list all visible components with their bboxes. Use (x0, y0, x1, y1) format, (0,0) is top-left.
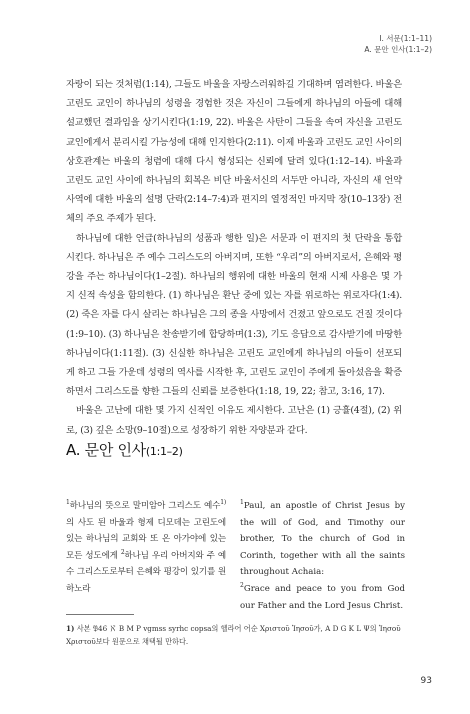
verse-text: Paul, an apostle of Christ Jesus by the will of God, and Timothy our brother, To the church of God in Corinth, together with all the saints throughout Achaia: (240, 501, 405, 578)
verse-number: 2 (120, 548, 125, 556)
page-number: 93 (420, 676, 432, 686)
footnote (66, 622, 406, 648)
verse-number: 1 (240, 499, 244, 507)
english-translation (240, 498, 405, 614)
footnote-label: 1) (66, 624, 75, 633)
section-reference: (1:1–2) (145, 445, 183, 458)
body-paragraph: 바울은 고난에 대한 몇 가지 신적인 이유도 제시한다. 고난은 (1) 긍휼(4절), (2) 위로, (3) 깊은 소망(9–10절)으로 성장하기 위한 자양분과 같다. (66, 405, 402, 436)
korean-translation (66, 498, 226, 598)
verse-number: 2 (240, 582, 244, 590)
running-head-section: A. 문안 인사(1:1–2) (364, 45, 432, 54)
section-heading (66, 439, 183, 460)
running-head-chapter: I. 서문(1:1–11) (379, 34, 432, 43)
body-paragraph: 하나님에 대한 언급(하나님의 성품과 행한 일)은 서문과 이 편지의 첫 단락을 통합시킨다. 하나님은 주 예수 그리스도의 아버지며, 또한 “우리”의 아버지로서, 은혜와 평강을 주는 하나님이다(1–2절). 하나님의 행위에 대한 바울의 현재 시제 사용은 몇 가지 신적 속성을 함의한다. (1) 하나님은 환난 중에 있는 자를 위로하는 위로자다(1:4). (2) 죽은 자를 다시 살리는 하나님은 그의 종을 사망에서 건졌고 앞으로도 건질 것이다(1:9–10). (3) 하나님은 찬송받기에 합당하며(1:3), 기도 응답으로 감사받기에 마땅한 하나님이다(1:11절). (3) 신실한 하나님은 고린도 교인에게 하나님의 아들이 선포되게 하고 그들 가운데 성령의 역사를 시작한 후, 고린도 교인이 주에게 돌아섰음을 확증하면서 그리스도를 향한 그들의 신뢰를 보증한다(1:18, 19, 22; 참고, 3:16, 17). (66, 232, 402, 398)
footnote-marker: 1) (220, 499, 226, 507)
verse-text: 하나님 우리 아버지와 주 예수 그리스도로부터 은혜와 평강이 있기를 원하노라 (66, 550, 226, 594)
running-head (364, 33, 432, 55)
verse-text: Grace and peace to you from God our Father and the Lord Jesus Christ. (240, 583, 405, 611)
verse-text: 의 사도 된 바울과 형제 디모데는 고린도에 있는 하나님의 교회와 또 온 아가야에 있는 모든 성도에게 (66, 517, 226, 561)
body-paragraph: 자랑이 되는 것처럼(1:14), 그들도 바울을 자랑스러워하길 기대하며 염려한다. 바울은 고린도 교인이 하나님의 성령을 경험한 것은 자신이 그들에게 하나님의 아들에 대해 설교했던 결과임을 상기시킨다(1:19, 22). 바울은 사탄이 그들을 속여 자신을 고린도 교인에게서 분리시킬 가능성에 대해 인지한다(2:11). 이제 바울과 고린도 교인 사이의 상호관계는 바울의 청렴에 대해 다시 형성되는 신뢰에 달려 있다(1:12–14). 바울과 고린도 교인 사이에 하나님의 회복은 비단 바울서신의 서두만 아니라, 자신의 새 언약 사역에 대한 바울의 설명 단락(2:14–7:4)과 편지의 열정적인 마지막 장(10–13장) 전체의 주요 주제가 된다. (66, 79, 402, 225)
verse-number: 1 (66, 499, 70, 507)
footnote-text: 사본 𝔓46 ℵ B M P vgmss syrhc copsa의 헬라어 어순 Χριστοῦ Ἰησοῦ가, A D G K L Ψ의 Ἰησοῦ Χριστοῦ보다 원문으로 채택될 만하다. (66, 624, 401, 646)
verse-text: 하나님의 뜻으로 말미암아 그리스도 예수 (69, 501, 221, 511)
body-text (66, 75, 402, 440)
section-title: A. 문안 인사 (66, 441, 146, 459)
footnote-divider (66, 614, 134, 615)
